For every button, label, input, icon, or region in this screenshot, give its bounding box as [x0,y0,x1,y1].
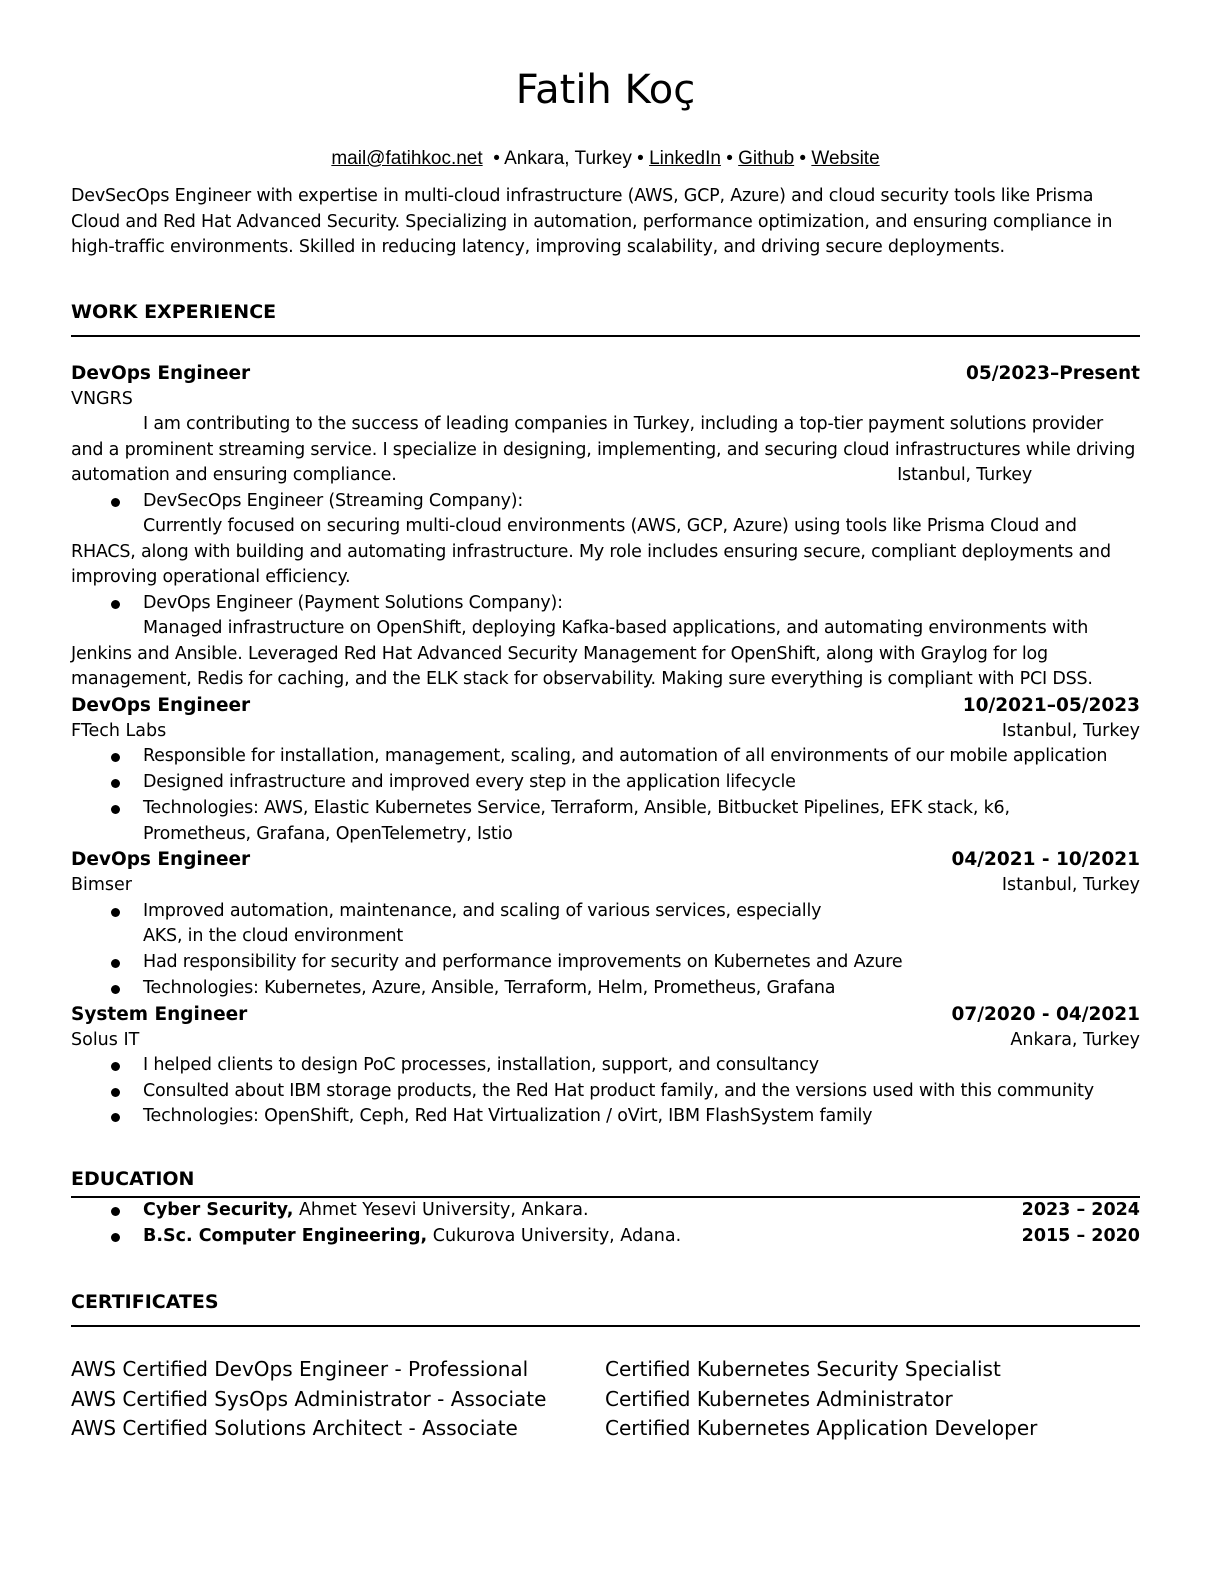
education-degree: Cyber Security, [143,1200,294,1221]
section-title-certificates: CERTIFICATES [71,1291,219,1314]
job-entry [71,1002,1140,1131]
job-header [71,361,1140,387]
education-school: Ahmet Yesevi University, Ankara. [298,1200,589,1221]
education-item [71,1224,1140,1250]
section-title-education: EDUCATION [71,1168,195,1191]
list-item [71,976,1140,1002]
job-entry [71,693,1140,847]
job-company: Bimser [71,875,132,896]
candidate-name: Fatih Koç [515,67,696,113]
github-link[interactable]: Github [738,148,795,169]
job-company-row [71,719,1140,745]
email-link[interactable]: mail@fatihkoc.net [331,148,483,169]
education-section [71,1166,1140,1249]
bullet-icon [111,985,120,994]
job-company: FTech Labs [71,720,167,741]
job-dates: 10/2021–05/2023 [962,694,1140,716]
bullet-icon [111,1062,120,1071]
bullet-text: Technologies: Kubernetes, Azure, Ansible, Terraform, Helm, Prometheus, Grafana [143,977,836,998]
summary-paragraph: DevSecOps Engineer with expertise in multi-cloud infrastructure (AWS, GCP, Azure) and cloud security tools like Prisma Cloud and Red Hat Advanced Security. Specializing in automation, performance optimization, and ensuring compliance in high-traffic environments. Skilled in reducing latency, improving scalability, and driving secure deployments. [71,186,1113,257]
bullet-icon [111,1233,120,1242]
bullet-icon [111,1207,120,1216]
list-item [71,1053,1140,1079]
separator: • [493,148,500,169]
bullet-icon [111,959,120,968]
education-years: 2015 – 2020 [1021,1225,1140,1246]
sub-role-title: DevSecOps Engineer (Streaming Company): [143,490,524,511]
section-divider [71,335,1140,337]
job-dates: 07/2020 - 04/2021 [951,1003,1140,1025]
job-company-row [71,1028,1140,1054]
job-header [71,693,1140,719]
bullet-text-cont: AKS, in the cloud environment [143,926,404,947]
website-link[interactable]: Website [811,148,880,169]
job-title: System Engineer [71,1003,248,1025]
job-bullets [71,744,1140,847]
job-header [71,847,1140,873]
job-location: Istanbul, Turkey [1001,720,1140,741]
separator: • [637,148,644,169]
list-item [71,489,1140,515]
bullet-text: Consulted about IBM storage products, the Red Hat product family, and the versions used with this community [143,1080,1094,1101]
certificate-item: AWS Certified SysOps Administrator - Associate [71,1386,547,1411]
certificate-item: Certified Kubernetes Administrator [605,1386,953,1411]
separator: • [799,148,807,169]
job-location: Ankara, Turkey [1010,1029,1140,1050]
job-company: VNGRS [71,388,133,409]
bullet-text: Had responsibility for security and performance improvements on Kubernetes and Azure [143,952,903,973]
section-title-work: WORK EXPERIENCE [71,300,277,323]
list-item [71,899,1140,950]
job-entry [71,847,1140,1001]
sub-role-desc: Managed infrastructure on OpenShift, deploying Kafka-based applications, and automating environments with Jenkins and Ansible. Leveraged Red Hat Advanced Security Management for OpenShift, along with Graylog for log management, Redis for caching, and the ELK stack for observability. Making sure everything is compliant with PCI DSS. [71,618,1093,690]
job-bullets [71,899,1140,1002]
job-bullets [71,1053,1140,1130]
job-dates: 05/2023–Present [965,362,1140,384]
job-intro-text: I am contributing to the success of leading companies in Turkey, including a top-tier payment solutions provider and a prominent streaming service. I specialize in designing, implementing, and securing cloud infrastructures while driving automation and ensuring compliance. [71,414,1136,485]
linkedin-link[interactable]: LinkedIn [649,148,721,169]
bullet-icon [111,498,120,507]
job-title: DevOps Engineer [71,362,251,384]
bullet-icon [111,805,120,814]
certificate-item: AWS Certified Solutions Architect - Associate [71,1416,518,1441]
job-entry [71,361,1140,693]
certificates-column-kubernetes [605,1355,1037,1444]
certificate-item: Certified Kubernetes Application Developer [605,1416,1038,1441]
education-school: Cukurova University, Adana. [432,1225,682,1246]
job-location: Istanbul, Turkey [1001,875,1140,896]
bullet-icon [111,600,120,609]
list-item [71,1104,1140,1130]
job-company: Solus IT [71,1029,140,1050]
list-item [71,950,1140,976]
bullet-text: Improved automation, maintenance, and scaling of various services, especially [143,900,822,921]
separator: • [726,148,733,169]
sub-role-title: DevOps Engineer (Payment Solutions Company): [143,592,563,613]
job-dates: 04/2021 - 10/2021 [951,849,1140,871]
work-section [71,299,1140,1131]
list-item [71,796,1140,847]
certificates-list [71,1355,1140,1444]
bullet-text: Designed infrastructure and improved every step in the application lifecycle [143,772,796,793]
job-company-row [71,873,1140,899]
bullet-icon [111,908,120,917]
bullet-icon [111,753,120,762]
location-text: Ankara, Turkey [504,148,632,169]
job-company-row [71,387,1140,413]
bullet-icon [111,779,120,788]
certificates-column-aws [71,1355,605,1444]
job-title: DevOps Engineer [71,694,251,716]
certificate-item: Certified Kubernetes Security Specialist [605,1357,1001,1382]
bullet-icon [111,1113,120,1122]
certificate-item: AWS Certified DevOps Engineer - Professional [71,1357,529,1382]
section-divider [71,1325,1140,1327]
bullet-text: Technologies: AWS, Elastic Kubernetes Service, Terraform, Ansible, Bitbucket Pipelines, EFK stack, k6, Prometheus, Grafana, OpenTelemetry, Istio [143,797,1010,844]
education-degree: B.Sc. Computer Engineering, [143,1225,428,1246]
list-item [71,591,1140,617]
bullet-text: I helped clients to design PoC processes, installation, support, and consultancy [143,1055,819,1076]
job-sub-roles [71,489,1140,515]
job-sub-roles [71,591,1140,617]
bullet-text: Technologies: OpenShift, Ceph, Red Hat Virtualization / oVirt, IBM FlashSystem family [143,1106,873,1127]
bullet-icon [111,1088,120,1097]
list-item [71,770,1140,796]
education-item [71,1198,1140,1224]
certificates-section [71,1289,1140,1444]
list-item [71,744,1140,770]
job-header [71,1002,1140,1028]
education-years: 2023 – 2024 [1021,1200,1140,1221]
contact-line [71,147,1140,171]
job-intro [71,412,1140,489]
list-item [71,1079,1140,1105]
sub-role-desc: Currently focused on securing multi-cloud environments (AWS, GCP, Azure) using tools like Prisma Cloud and RHACS, along with building and automating infrastructure. My role includes ensuring secure, compliant deployments and improving operational efficiency. [71,516,1111,588]
job-title: DevOps Engineer [71,849,251,871]
bullet-text: Responsible for installation, management, scaling, and automation of all environments of our mobile application [143,746,1108,767]
job-location: Istanbul, Turkey [897,465,1032,485]
